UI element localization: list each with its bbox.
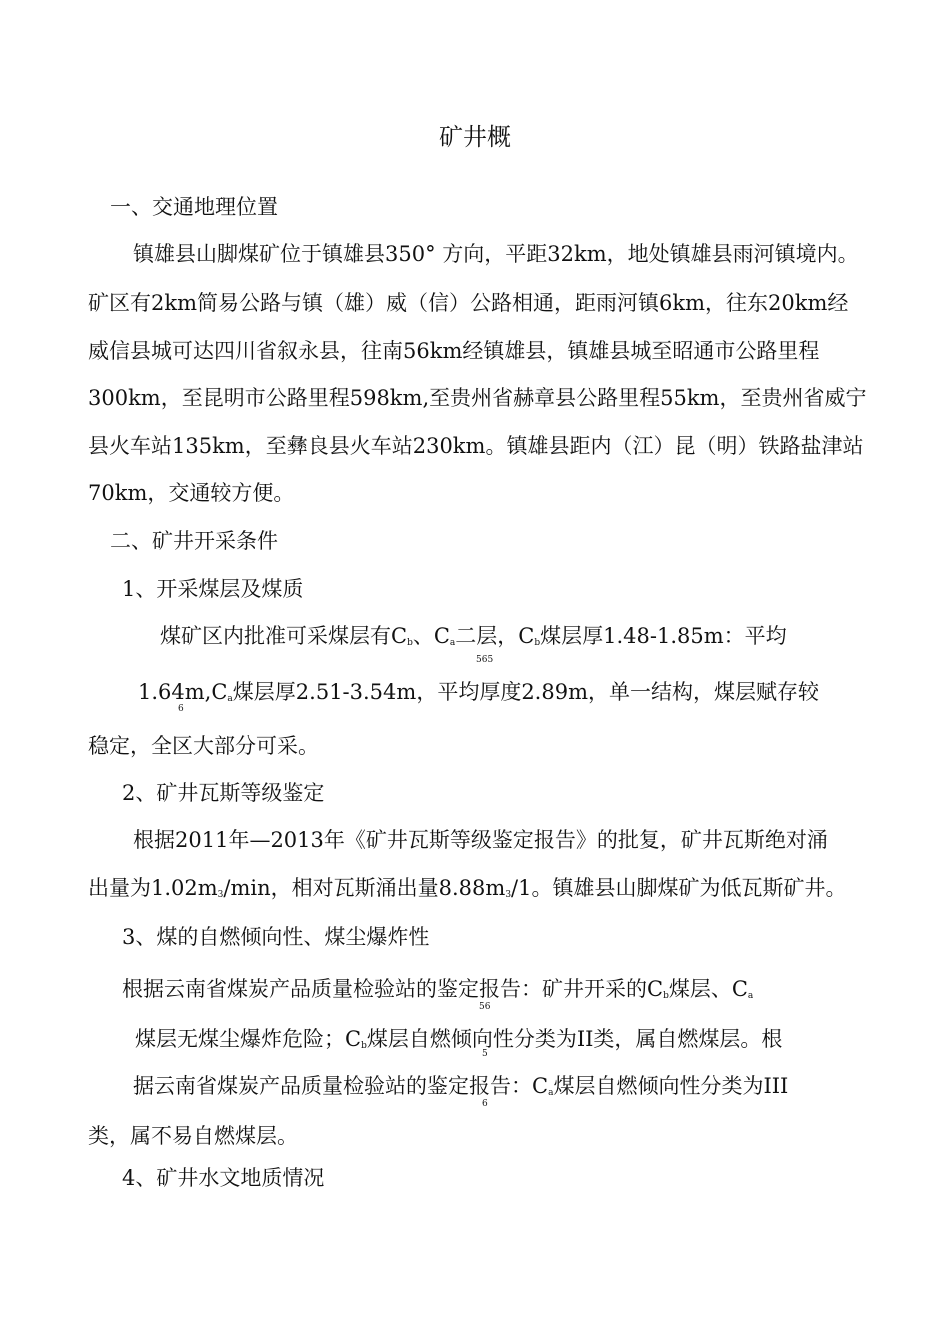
paragraph-gas-line-1: 根据2011年—2013年《矿井瓦斯等级鉴定报告》的批复，矿井瓦斯绝对涌 (133, 828, 828, 852)
paragraph-location-line-6: 70km，交通较方便。 (88, 481, 295, 505)
paragraph-gas-line-2: 出量为1.02m3/min，相对瓦斯涌出量8.88m3/1。镇雄县山脚煤矿为低瓦斯矿井。 (88, 876, 847, 900)
page-title: 矿井概 (439, 123, 511, 151)
paragraph-coal-line-3: 稳定，全区大部分可采。 (88, 734, 319, 758)
paragraph-location-line-4: 300km，至昆明市公路里程598km,至贵州省赫章县公路里程55km，至贵州省威宁 (88, 386, 867, 410)
subsection-heading-spontaneous-combustion: 3、煤的自燃倾向性、煤尘爆炸性 (122, 925, 430, 949)
paragraph-location-line-3: 威信县城可达四川省叙永县，往南56km经镇雄县，镇雄县城至昭通市公路里程 (88, 339, 820, 363)
paragraph-combustion-line-1: 根据云南省煤炭产品质量检验站的鉴定报告：矿井开采的Cb煤层、Ca (122, 977, 754, 1001)
footnote-marker: 56 (479, 1002, 491, 1012)
footnote-marker: 6 (178, 704, 184, 714)
paragraph-location-line-5: 县火车站135km，至彝良县火车站230km。镇雄县距内（江）昆（明）铁路盐津站 (88, 434, 864, 458)
subsection-heading-hydrogeology: 4、矿井水文地质情况 (122, 1166, 325, 1190)
footnote-marker: 5 (482, 1049, 488, 1059)
paragraph-combustion-line-2: 煤层无煤尘爆炸危险；Cb煤层自燃倾向性分类为II类，属自燃煤层。根 (135, 1027, 783, 1051)
paragraph-combustion-line-4: 类，属不易自燃煤层。 (88, 1124, 298, 1148)
paragraph-location-line-2: 矿区有2km简易公路与镇（雄）威（信）公路相通，距雨河镇6km，往东20km经 (88, 291, 849, 315)
paragraph-coal-line-2: 1.64m,Ca煤层厚2.51-3.54m，平均厚度2.89m，单一结构，煤层赋存较 (138, 680, 819, 704)
subsection-heading-gas-grade: 2、矿井瓦斯等级鉴定 (122, 781, 325, 805)
paragraph-coal-line-1: 煤矿区内批准可采煤层有Cb、Ca二层，Cb煤层厚1.48-1.85m：平均 (160, 624, 787, 648)
subsection-heading-coal-seams: 1、开采煤层及煤质 (122, 577, 304, 601)
section-heading-mining-conditions: 二、矿井开采条件 (110, 529, 278, 553)
paragraph-combustion-line-3: 据云南省煤炭产品质量检验站的鉴定报告：Ca煤层自燃倾向性分类为III (133, 1074, 789, 1098)
section-heading-location: 一、交通地理位置 (110, 195, 278, 219)
paragraph-location-line-1: 镇雄县山脚煤矿位于镇雄县350° 方向，平距32km，地处镇雄县雨河镇境内。 (133, 242, 859, 266)
footnote-marker: 6 (482, 1099, 488, 1109)
footnote-marker: 565 (476, 655, 494, 665)
